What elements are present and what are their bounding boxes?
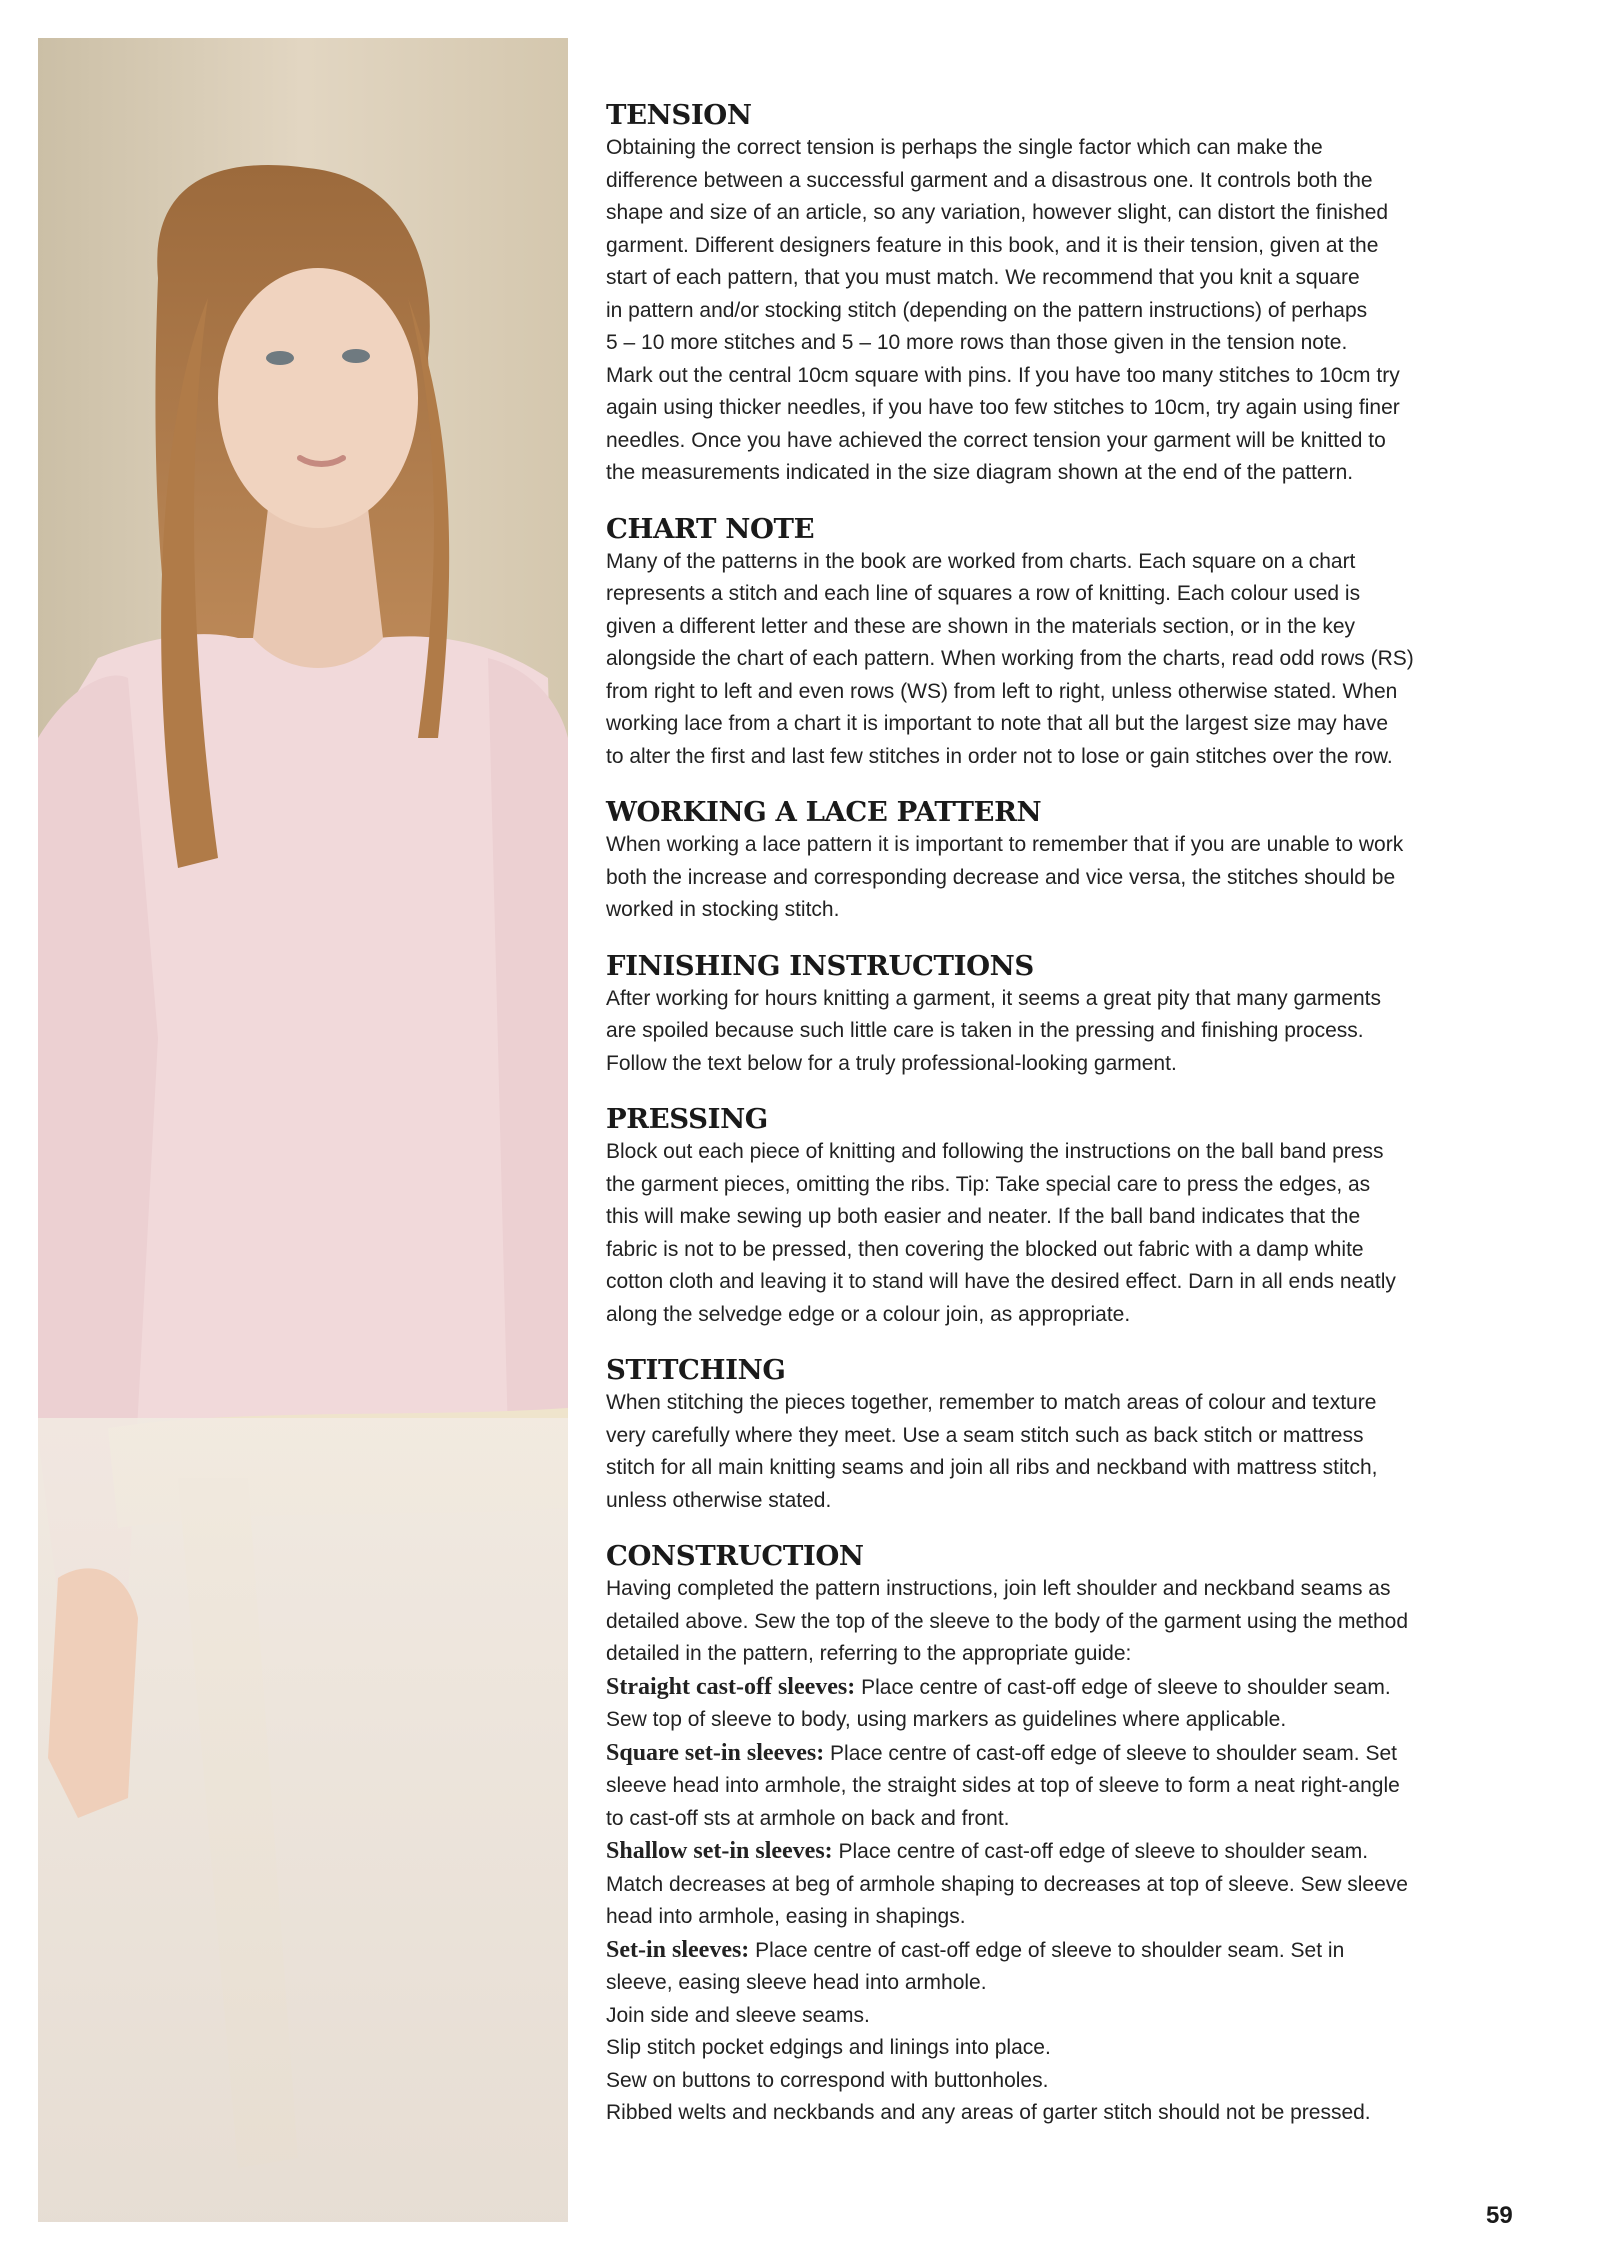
para-chart-note xyxy=(606,546,1526,774)
text-line: again using thicker needles, if you have too few stitches to 10cm, try again using finer xyxy=(606,396,1400,419)
text-line: Obtaining the correct tension is perhaps the single factor which can make the xyxy=(606,136,1323,159)
text-line: represents a stitch and each line of squares a row of knitting. Each colour used is xyxy=(606,582,1361,605)
text-line: this will make sewing up both easier and neater. If the ball band indicates that the xyxy=(606,1205,1361,1228)
para-tension xyxy=(606,132,1526,490)
text-line: along the selvedge edge or a colour join, as appropriate. xyxy=(606,1302,1131,1326)
text-line: unless otherwise stated. xyxy=(606,1488,832,1512)
text-line: When working a lace pattern it is important to remember that if you are unable to work xyxy=(606,833,1404,856)
heading-finishing: FINISHING INSTRUCTIONS xyxy=(606,949,1034,982)
text-line xyxy=(606,1803,1526,1836)
para-finishing xyxy=(606,983,1526,1081)
sleeve-text: Slip stitch pocket edgings and linings into place. xyxy=(606,2036,1051,2059)
text-line xyxy=(606,1869,1526,1902)
heading-chart-note: CHART NOTE xyxy=(606,512,815,545)
text-line: fabric is not to be pressed, then covering the blocked out fabric with a damp white xyxy=(606,1237,1364,1261)
heading-construction: CONSTRUCTION xyxy=(606,1540,864,1572)
text-line xyxy=(606,2065,1526,2098)
text-line: in pattern and/or stocking stitch (depending on the pattern instructions) of perhaps xyxy=(606,298,1368,322)
section-lace-pattern xyxy=(606,795,1526,927)
text-line: stitch for all main knitting seams and join all ribs and neckband with mattress stitch, xyxy=(606,1456,1378,1479)
text-line: detailed above. Sew the top of the sleeve to the body of the garment using the method xyxy=(606,1609,1409,1633)
para-construction xyxy=(606,1573,1526,2130)
sleeve-text: Place centre of cast-off edge of sleeve to shoulder seam. xyxy=(832,1840,1369,1863)
heading-lace-pattern: WORKING A LACE PATTERN xyxy=(606,796,1042,828)
text-line: both the increase and corresponding decrease and vice versa, the stitches should be xyxy=(606,865,1396,889)
text-line: shape and size of an article, so any variation, however slight, can distort the finished xyxy=(606,201,1389,224)
text-line xyxy=(606,1901,1526,1934)
text-line: Follow the text below for a truly professional-looking garment. xyxy=(606,1051,1177,1075)
model-illustration xyxy=(38,38,568,2222)
page-number: 59 xyxy=(1486,2202,1513,2229)
text-line: given a different letter and these are shown in the materials section, or in the key xyxy=(606,614,1356,638)
sleeve-type-square: Square set-in sleeves: xyxy=(606,1739,825,1766)
section-finishing xyxy=(606,949,1526,1081)
sleeve-text: Place centre of cast-off edge of sleeve to shoulder seam. xyxy=(855,1675,1391,1699)
text-line: Mark out the central 10cm square with pins. If you have too many stitches to 10cm try xyxy=(606,363,1400,387)
text-line: Block out each piece of knitting and following the instructions on the ball band press xyxy=(606,1140,1384,1163)
sleeve-text: sleeve, easing sleeve head into armhole. xyxy=(606,1971,987,1994)
sleeve-text: Ribbed welts and neckbands and any areas of garter stitch should not be pressed. xyxy=(606,2101,1371,2124)
para-lace-pattern xyxy=(606,829,1526,927)
section-chart-note xyxy=(606,512,1526,774)
text-line: the measurements indicated in the size diagram shown at the end of the pattern. xyxy=(606,461,1354,484)
text-line: garment. Different designers feature in this book, and it is their tension, given at the xyxy=(606,233,1379,257)
section-stitching xyxy=(606,1353,1526,1517)
text-line: from right to left and even rows (WS) from left to right, unless otherwise stated. When xyxy=(606,679,1398,703)
text-line: worked in stocking stitch. xyxy=(606,898,840,921)
sleeve-text: Place centre of cast-off edge of sleeve to shoulder seam. Set xyxy=(824,1741,1397,1765)
sleeve-type-set-in: Set-in sleeves: xyxy=(606,1936,750,1963)
text-line xyxy=(606,1671,1526,1705)
text-line xyxy=(606,1737,1526,1771)
sleeve-text: to cast-off sts at armhole on back and front. xyxy=(606,1806,1010,1830)
text-line: Having completed the pattern instructions, join left shoulder and neckband seams as xyxy=(606,1577,1391,1600)
text-line: 5 – 10 more stitches and 5 – 10 more rows than those given in the tension note. xyxy=(606,331,1348,354)
text-line: alongside the chart of each pattern. When working from the charts, read odd rows (RS) xyxy=(606,647,1414,670)
text-line: the garment pieces, omitting the ribs. Tip: Take special care to press the edges, as xyxy=(606,1172,1371,1196)
text-line: start of each pattern, that you must match. We recommend that you knit a square xyxy=(606,266,1360,289)
section-pressing xyxy=(606,1102,1526,1331)
heading-tension: TENSION xyxy=(606,99,752,131)
text-line: detailed in the pattern, referring to the appropriate guide: xyxy=(606,1642,1132,1665)
sleeve-text: Sew on buttons to correspond with buttonholes. xyxy=(606,2068,1049,2092)
text-line: to alter the first and last few stitches in order not to lose or gain stitches over the row. xyxy=(606,744,1393,768)
heading-pressing: PRESSING xyxy=(606,1103,768,1135)
text-line: working lace from a chart it is important to note that all but the largest size may have xyxy=(606,712,1389,735)
sleeve-text: Join side and sleeve seams. xyxy=(606,2003,870,2027)
text-line: very carefully where they meet. Use a seam stitch such as back stitch or mattress xyxy=(606,1423,1364,1447)
sleeve-type-shallow: Shallow set-in sleeves: xyxy=(606,1838,833,1864)
text-line: When stitching the pieces together, remember to match areas of colour and texture xyxy=(606,1391,1377,1414)
text-line: Many of the patterns in the book are worked from charts. Each square on a chart xyxy=(606,549,1356,573)
text-line xyxy=(606,1704,1526,1737)
sleeve-type-straight: Straight cast-off sleeves: xyxy=(606,1673,856,1700)
text-line xyxy=(606,1934,1526,1968)
text-line: After working for hours knitting a garment, it seems a great pity that many garments xyxy=(606,986,1382,1010)
heading-stitching: STITCHING xyxy=(606,1354,786,1386)
text-line xyxy=(606,2097,1526,2130)
sleeve-text: sleeve head into armhole, the straight sides at top of sleeve to form a neat right-angle xyxy=(606,1774,1400,1797)
sleeve-text: Match decreases at beg of armhole shaping to decreases at top of sleeve. Sew sleeve xyxy=(606,1872,1408,1896)
sleeve-text: head into armhole, easing in shapings. xyxy=(606,1905,966,1928)
text-line xyxy=(606,2000,1526,2033)
para-pressing xyxy=(606,1136,1526,1331)
sleeve-text: Sew top of sleeve to body, using markers as guidelines where applicable. xyxy=(606,1708,1287,1731)
text-line: needles. Once you have achieved the correct tension your garment will be knitted to xyxy=(606,428,1386,452)
text-line xyxy=(606,1835,1526,1869)
sleeve-text: Place centre of cast-off edge of sleeve to shoulder seam. Set in xyxy=(749,1938,1345,1962)
text-line xyxy=(606,1770,1526,1803)
text-line: are spoiled because such little care is taken in the pressing and finishing process. xyxy=(606,1019,1364,1042)
para-stitching xyxy=(606,1387,1526,1517)
text-line xyxy=(606,2032,1526,2065)
section-construction xyxy=(606,1539,1526,2130)
model-photo xyxy=(38,38,568,2222)
text-line: cotton cloth and leaving it to stand will have the desired effect. Darn in all ends neatly xyxy=(606,1270,1396,1293)
article-body xyxy=(606,98,1526,2152)
section-tension xyxy=(606,98,1526,490)
text-line: difference between a successful garment and a disastrous one. It controls both the xyxy=(606,168,1373,192)
text-line xyxy=(606,1967,1526,2000)
